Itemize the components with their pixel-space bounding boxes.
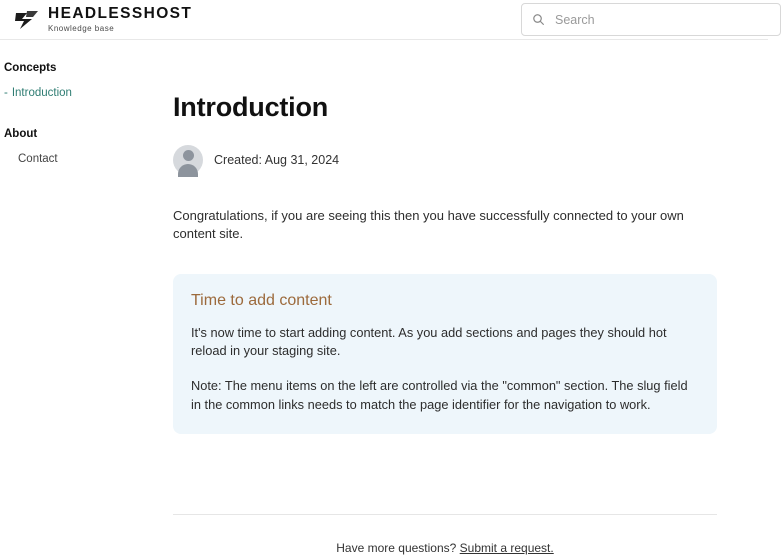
search-icon xyxy=(532,13,545,26)
callout-box xyxy=(173,274,717,434)
bullet-dash-icon: - xyxy=(4,87,8,99)
sidebar-item-contact[interactable] xyxy=(0,150,173,168)
brand-logo[interactable] xyxy=(0,6,192,33)
callout-paragraph-2: Note: The menu items on the left are controlled via the "common" section. The slug field in the common links needs to match the page identifier for the navigation to work. xyxy=(191,378,688,412)
article-meta xyxy=(173,145,718,175)
sidebar-section-about xyxy=(0,128,173,168)
headlesshost-logo-icon xyxy=(14,9,40,31)
sidebar-item-introduction[interactable] xyxy=(0,84,173,102)
sidebar-section-concepts xyxy=(0,62,173,102)
callout-title: Time to add content xyxy=(191,291,332,309)
sidebar xyxy=(0,40,173,542)
callout-paragraph-1: It's now time to start adding content. As you add sections and pages they should hot reload in your staging site. xyxy=(191,324,667,359)
submit-request-link[interactable]: Submit a request. xyxy=(459,541,554,555)
main-content xyxy=(173,40,770,555)
search-box[interactable] xyxy=(521,3,781,36)
intro-paragraph: Congratulations, if you are seeing this then you have successfully connected to your own content site. xyxy=(173,208,684,242)
brand-subtitle: Knowledge base xyxy=(48,23,115,33)
page-title: Introduction xyxy=(173,92,329,122)
created-date: Created: Aug 31, 2024 xyxy=(214,153,340,167)
page-layout xyxy=(0,40,768,555)
sidebar-section-title: Concepts xyxy=(4,62,57,74)
footer-note xyxy=(173,541,717,555)
search-input[interactable] xyxy=(553,12,770,28)
sidebar-item-label: Introduction xyxy=(11,87,72,99)
sidebar-item-label: Contact xyxy=(18,153,58,165)
footer-divider xyxy=(173,514,717,515)
sidebar-section-title: About xyxy=(4,128,38,140)
user-avatar-icon xyxy=(173,145,203,175)
app-header xyxy=(0,0,768,40)
footer-question-text: Have more questions? xyxy=(336,541,457,555)
brand-title: HEADLESSHOST xyxy=(48,5,193,23)
